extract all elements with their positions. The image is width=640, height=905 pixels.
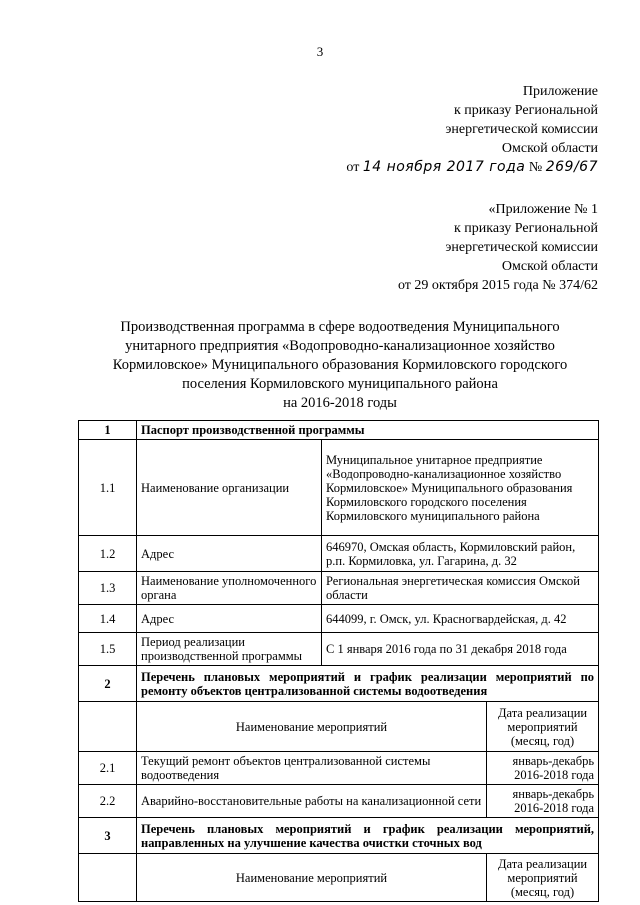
row-number: 2.2 (79, 785, 137, 818)
row-value: С 1 января 2016 года по 31 декабря 2018 года (322, 633, 599, 666)
program-table (78, 420, 599, 902)
original-appendix-header (398, 200, 598, 295)
table-row (79, 536, 599, 572)
row-number: 1.3 (79, 572, 137, 605)
appendix-line: Омской области (501, 259, 598, 274)
column-header-date: Дата реализации мероприятий (месяц, год) (487, 702, 599, 752)
activity-name: Текущий ремонт объектов централизованной системы водоотведения (137, 752, 487, 785)
row-number: 1.5 (79, 633, 137, 666)
title-line: Кормиловское» Муниципального образования Кормиловского городского (112, 357, 568, 373)
activity-date: январь-декабрь 2016-2018 года (487, 785, 599, 818)
appendix-line: энергетической комиссии (445, 240, 598, 255)
title-line: на 2016-2018 годы (283, 395, 397, 411)
order-number-label: № (528, 160, 543, 175)
header-row (79, 854, 599, 902)
column-header-name: Наименование мероприятий (137, 702, 487, 752)
title-line: Производственная программа в сфере водоотведения Муниципального (120, 319, 560, 335)
title-line: поселения Кормиловского муниципального района (182, 376, 498, 392)
appendix-line: Омской области (501, 141, 598, 156)
activity-date: январь-декабрь 2016-2018 года (487, 752, 599, 785)
order-signature-line (346, 158, 598, 177)
document-title (80, 318, 600, 413)
row-label: Наименование уполномоченного органа (137, 572, 322, 605)
table-row (79, 633, 599, 666)
appendix-line: от 29 октября 2015 года № 374/62 (397, 278, 598, 293)
appendix-line: «Приложение № 1 (488, 202, 598, 217)
activity-name: Аварийно-восстановительные работы на канализационной сети (137, 785, 487, 818)
appendix-line: к приказу Региональной (453, 221, 598, 236)
table-row (79, 752, 599, 785)
row-value: 646970, Омская область, Кормиловский район, р.п. Кормиловка, ул. Гагарина, д. 32 (322, 536, 599, 572)
empty-cell (79, 702, 137, 752)
table-row (79, 440, 599, 536)
row-value: Муниципальное унитарное предприятие «Водопроводно-канализационное хозяйство Кормиловское» Муниципального образования Кормиловского городского поселения Кормиловского муниципального района (322, 440, 599, 536)
row-value: 644099, г. Омск, ул. Красногвардейская, д. 42 (322, 605, 599, 633)
table-row (79, 785, 599, 818)
row-number: 2.1 (79, 752, 137, 785)
table-row (79, 605, 599, 633)
page-number: 3 (316, 44, 324, 59)
row-value: Региональная энергетическая комиссия Омской области (322, 572, 599, 605)
title-line: унитарного предприятия «Водопроводно-канализационное хозяйство (125, 338, 555, 354)
row-number: 1.1 (79, 440, 137, 536)
handwritten-number: 269/67 (545, 159, 598, 175)
row-label: Адрес (137, 536, 322, 572)
header-row (79, 702, 599, 752)
section-row (79, 818, 599, 854)
empty-cell (79, 854, 137, 902)
appendix-line: энергетической комиссии (445, 122, 598, 137)
section-row (79, 666, 599, 702)
column-header-date: Дата реализации мероприятий (месяц, год) (487, 854, 599, 902)
table-row (79, 572, 599, 605)
column-header-name: Наименование мероприятий (137, 854, 487, 902)
section-title: Перечень плановых мероприятий и график реализации мероприятий по ремонту объектов централизованной системы водоотведения (137, 666, 599, 702)
row-label: Адрес (137, 605, 322, 633)
section-title: Паспорт производственной программы (137, 421, 599, 440)
section-number: 1 (79, 421, 137, 440)
row-label: Наименование организации (137, 440, 322, 536)
section-row (79, 421, 599, 440)
section-title: Перечень плановых мероприятий и график реализации мероприятий, направленных на улучшение качества очистки сточных вод (137, 818, 599, 854)
appendix-line: Приложение (522, 84, 598, 99)
appendix-header (346, 82, 598, 177)
row-number: 1.4 (79, 605, 137, 633)
order-date-prefix: от (346, 160, 360, 175)
handwritten-date: 14 ноября 2017 года (362, 159, 526, 175)
row-label: Период реализации производственной программы (137, 633, 322, 666)
appendix-line: к приказу Региональной (453, 103, 598, 118)
section-number: 3 (79, 818, 137, 854)
section-number: 2 (79, 666, 137, 702)
row-number: 1.2 (79, 536, 137, 572)
